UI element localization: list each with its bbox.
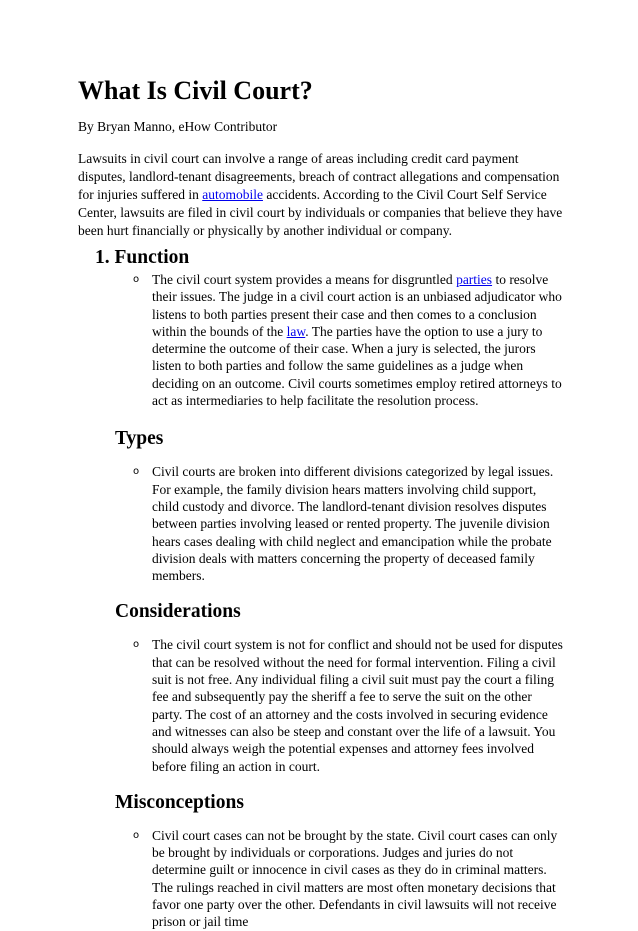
bullet-circle-icon: o	[133, 639, 140, 651]
bullet-circle-icon: o	[133, 829, 140, 841]
list-item	[78, 271, 564, 409]
law-link[interactable]: law	[286, 323, 306, 339]
list-item	[78, 636, 564, 774]
section-heading-text: Function	[114, 247, 190, 268]
function-text-2: to resolve their issues. The judge in a civil court action is an unbiased adjudicator who listens to both parties present their case and then comes to a conclusion within the bounds of the	[152, 272, 562, 339]
intro-text-after: accidents. According to the Civil Court Self Service Center, lawsuits are filed in civil court by individuals or companies that believe they have been hurt financially or physically by another individual or company.	[78, 187, 563, 238]
byline: By Bryan Manno, eHow Contributor	[78, 119, 278, 134]
section-misconceptions	[78, 791, 564, 931]
page-title: What Is Civil Court?	[78, 76, 313, 105]
document-page	[78, 74, 564, 931]
list-item	[78, 827, 564, 931]
considerations-text: The civil court system is not for conflict and should not be used for disputes that can be resolved without the need for formal intervention. Filing a civil suit is not free. Any individual filing a civil suit must pay the court a filing fee and subsequently pay the sheriff a fee to serve the suit on the other party. The cost of an attorney and the costs involved in securing evidence and witnesses can also be steep and constant over the life of a lawsuit. You should always weigh the potential expenses and attorney fees involved before filing an action in court.	[152, 637, 563, 774]
parties-link[interactable]: parties	[456, 272, 493, 287]
intro-paragraph	[78, 150, 564, 240]
intro-text-before: Lawsuits in civil court can involve a range of areas including credit card payment disputes, landlord-tenant disagreements, breach of contract allegations and compensation for injuries suffered in	[78, 151, 560, 202]
list-item	[78, 463, 564, 584]
bullet-circle-icon: o	[133, 466, 140, 478]
section-number: 1.	[95, 247, 110, 268]
automobile-link[interactable]: automobile	[202, 187, 263, 202]
section-considerations	[78, 600, 564, 774]
section-function	[78, 246, 564, 409]
types-text: Civil courts are broken into different divisions categorized by legal issues. For example, the family division hears matters involving child support, child custody and divorce. The landlord-tenant division resolves disputes between parties involving leased or rented property. The juvenile division hears cases dealing with child neglect and emancipation while the probate division deals with matters concerning the property of deceased family members.	[152, 464, 554, 584]
section-types	[78, 427, 564, 584]
function-text-1: The civil court system provides a means for disgruntled	[152, 272, 457, 287]
section-heading-function	[95, 246, 564, 270]
bullet-circle-icon: o	[133, 274, 140, 285]
section-heading-misconceptions: Misconceptions	[115, 791, 244, 813]
section-heading-considerations: Considerations	[115, 601, 241, 623]
misconceptions-text: Civil court cases can not be brought by the state. Civil court cases can only be brought by individuals or corporations. Judges and juries do not determine guilt or innocence in civil cases as they do in criminal matters. The rulings reached in civil matters are most often monetary decisions that favor one party over the other. Defendants in civil lawsuits will not receive prison or jail time	[152, 827, 558, 930]
function-text-3: . The parties have the option to use a jury to determine the outcome of their case. When a jury is selected, the jurors listen to both parties and follow the same guidelines as a judge when deciding on an outcome. Civil courts sometimes employ retired attorneys to act as intermediaries to help facilitate the resolution process.	[152, 323, 562, 409]
section-heading-types: Types	[115, 428, 164, 450]
